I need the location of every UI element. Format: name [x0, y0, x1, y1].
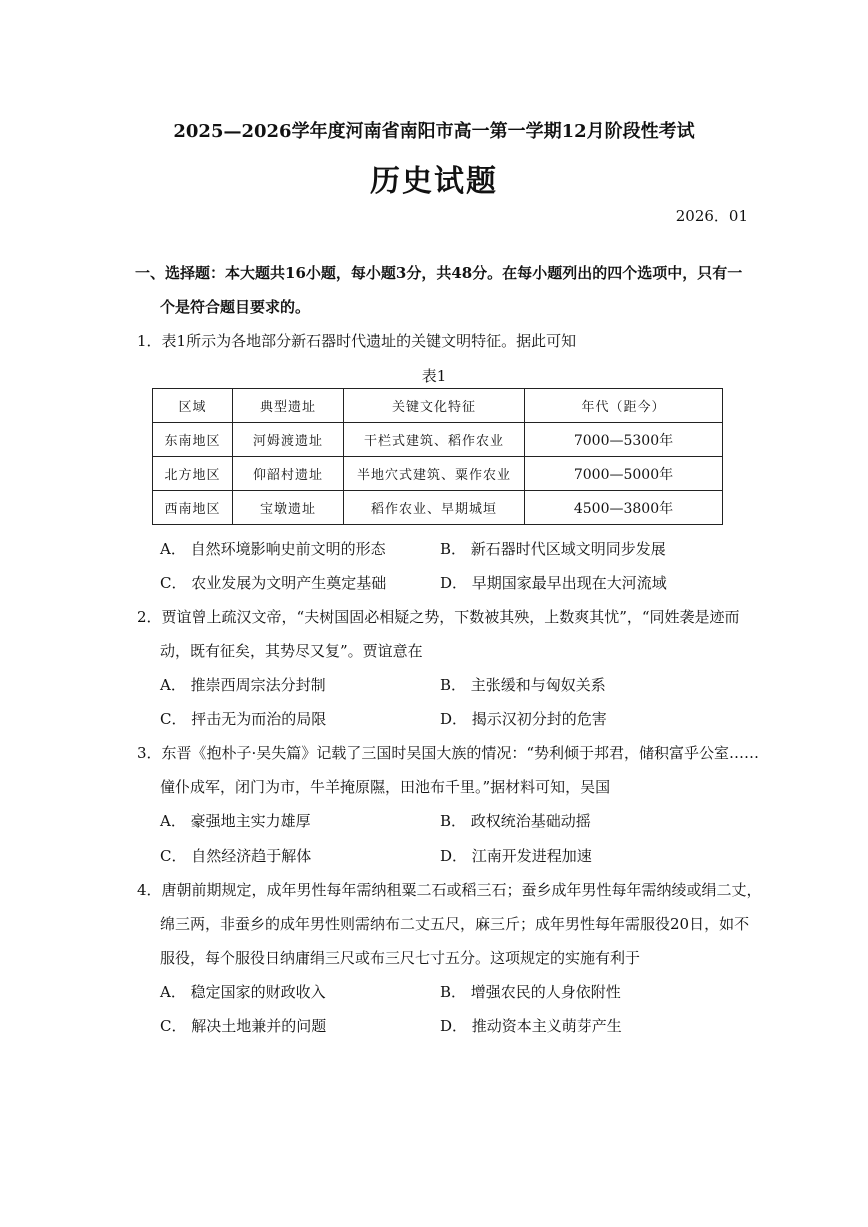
table-cell: 7000—5000年: [525, 457, 723, 491]
section-instruction-line1: 一、选择题：本大题共16小题，每小题3分，共48分。在每小题列出的四个选项中，只有一: [135, 264, 743, 282]
q2-option-b: B． 主张缓和与匈奴关系: [440, 676, 606, 694]
table-cell: 北方地区: [153, 457, 233, 491]
table-header-cell: 典型遗址: [233, 389, 344, 423]
section-instruction-line2: 个是符合题目要求的。: [160, 298, 311, 316]
q4-option-b: B． 增强农民的人身依附性: [440, 983, 621, 1001]
q3-option-a: A． 豪强地主实力雄厚: [160, 812, 311, 830]
q3-option-b: B． 政权统治基础动摇: [440, 812, 591, 830]
q1-option-d: D． 早期国家最早出现在大河流域: [440, 574, 667, 592]
table-header-row: [153, 389, 723, 423]
q4-stem-line2: 绵三两，非蚕乡的成年男性则需纳布二丈五尺，麻三斤；成年男性每年需服役20日，如不: [160, 915, 750, 933]
q4-option-d: D． 推动资本主义萌芽产生: [440, 1017, 622, 1035]
table-row: [153, 491, 723, 525]
table-row: [153, 423, 723, 457]
q3-option-c: C． 自然经济趋于解体: [160, 847, 312, 865]
q2-option-d: D． 揭示汉初分封的危害: [440, 710, 607, 728]
subject-title: 历史试题: [370, 164, 498, 199]
q1-stem: 1．表1所示为各地部分新石器时代遗址的关键文明特征。据此可知: [137, 332, 577, 350]
q2-stem-line2: 动，既有征矣，其势尽又复”。贾谊意在: [160, 642, 423, 660]
q4-option-c: C． 解决土地兼并的问题: [160, 1017, 327, 1035]
q3-stem-line1: 3．东晋《抱朴子·吴失篇》记载了三国时吴国大族的情况：“势利倾于邦君，储积富乎公室……: [137, 744, 759, 762]
q2-option-c: C． 抨击无为而治的局限: [160, 710, 327, 728]
table-cell: 西南地区: [153, 491, 233, 525]
table-cell: 4500—3800年: [525, 491, 723, 525]
table-caption: 表1: [421, 367, 447, 385]
table-cell: 半地穴式建筑、粟作农业: [344, 457, 525, 491]
q4-option-a: A． 稳定国家的财政收入: [160, 983, 326, 1001]
table-header-cell: 区域: [153, 389, 233, 423]
table-cell: 稻作农业、早期城垣: [344, 491, 525, 525]
table-header-cell: 关键文化特征: [344, 389, 525, 423]
site-table: [152, 388, 723, 525]
q4-stem-line1: 4．唐朝前期规定，成年男性每年需纳租粟二石或稻三石；蚕乡成年男性每年需纳绫或绢二丈，: [137, 881, 762, 899]
q3-option-d: D． 江南开发进程加速: [440, 847, 592, 865]
q1-option-c: C． 农业发展为文明产生奠定基础: [160, 574, 387, 592]
table-header-cell: 年代（距今）: [525, 389, 723, 423]
q4-stem-line3: 服役，每个服役日纳庸绢三尺或布三尺七寸五分。这项规定的实施有利于: [160, 949, 641, 967]
table-cell: 7000—5300年: [525, 423, 723, 457]
table-cell: 东南地区: [153, 423, 233, 457]
exam-date: 2026．01: [675, 207, 748, 225]
q1-option-a: A． 自然环境影响史前文明的形态: [160, 540, 386, 558]
table-cell: 仰韶村遗址: [233, 457, 344, 491]
table-cell: 河姆渡遗址: [233, 423, 344, 457]
table-row: [153, 457, 723, 491]
q1-option-b: B． 新石器时代区域文明同步发展: [440, 540, 666, 558]
q3-stem-line2: 僮仆成军，闭门为市，牛羊掩原隰，田池布千里。”据材料可知，吴国: [160, 778, 611, 796]
table-cell: 干栏式建筑、稻作农业: [344, 423, 525, 457]
exam-title: 2025—2026学年度河南省南阳市高一第一学期12月阶段性考试: [173, 121, 695, 142]
q2-stem-line1: 2．贾谊曾上疏汉文帝，“夫树国固必相疑之势，下数被其殃，上数爽其忧”，“同姓袭是迹而: [137, 608, 740, 626]
q2-option-a: A． 推崇西周宗法分封制: [160, 676, 326, 694]
table-cell: 宝墩遗址: [233, 491, 344, 525]
